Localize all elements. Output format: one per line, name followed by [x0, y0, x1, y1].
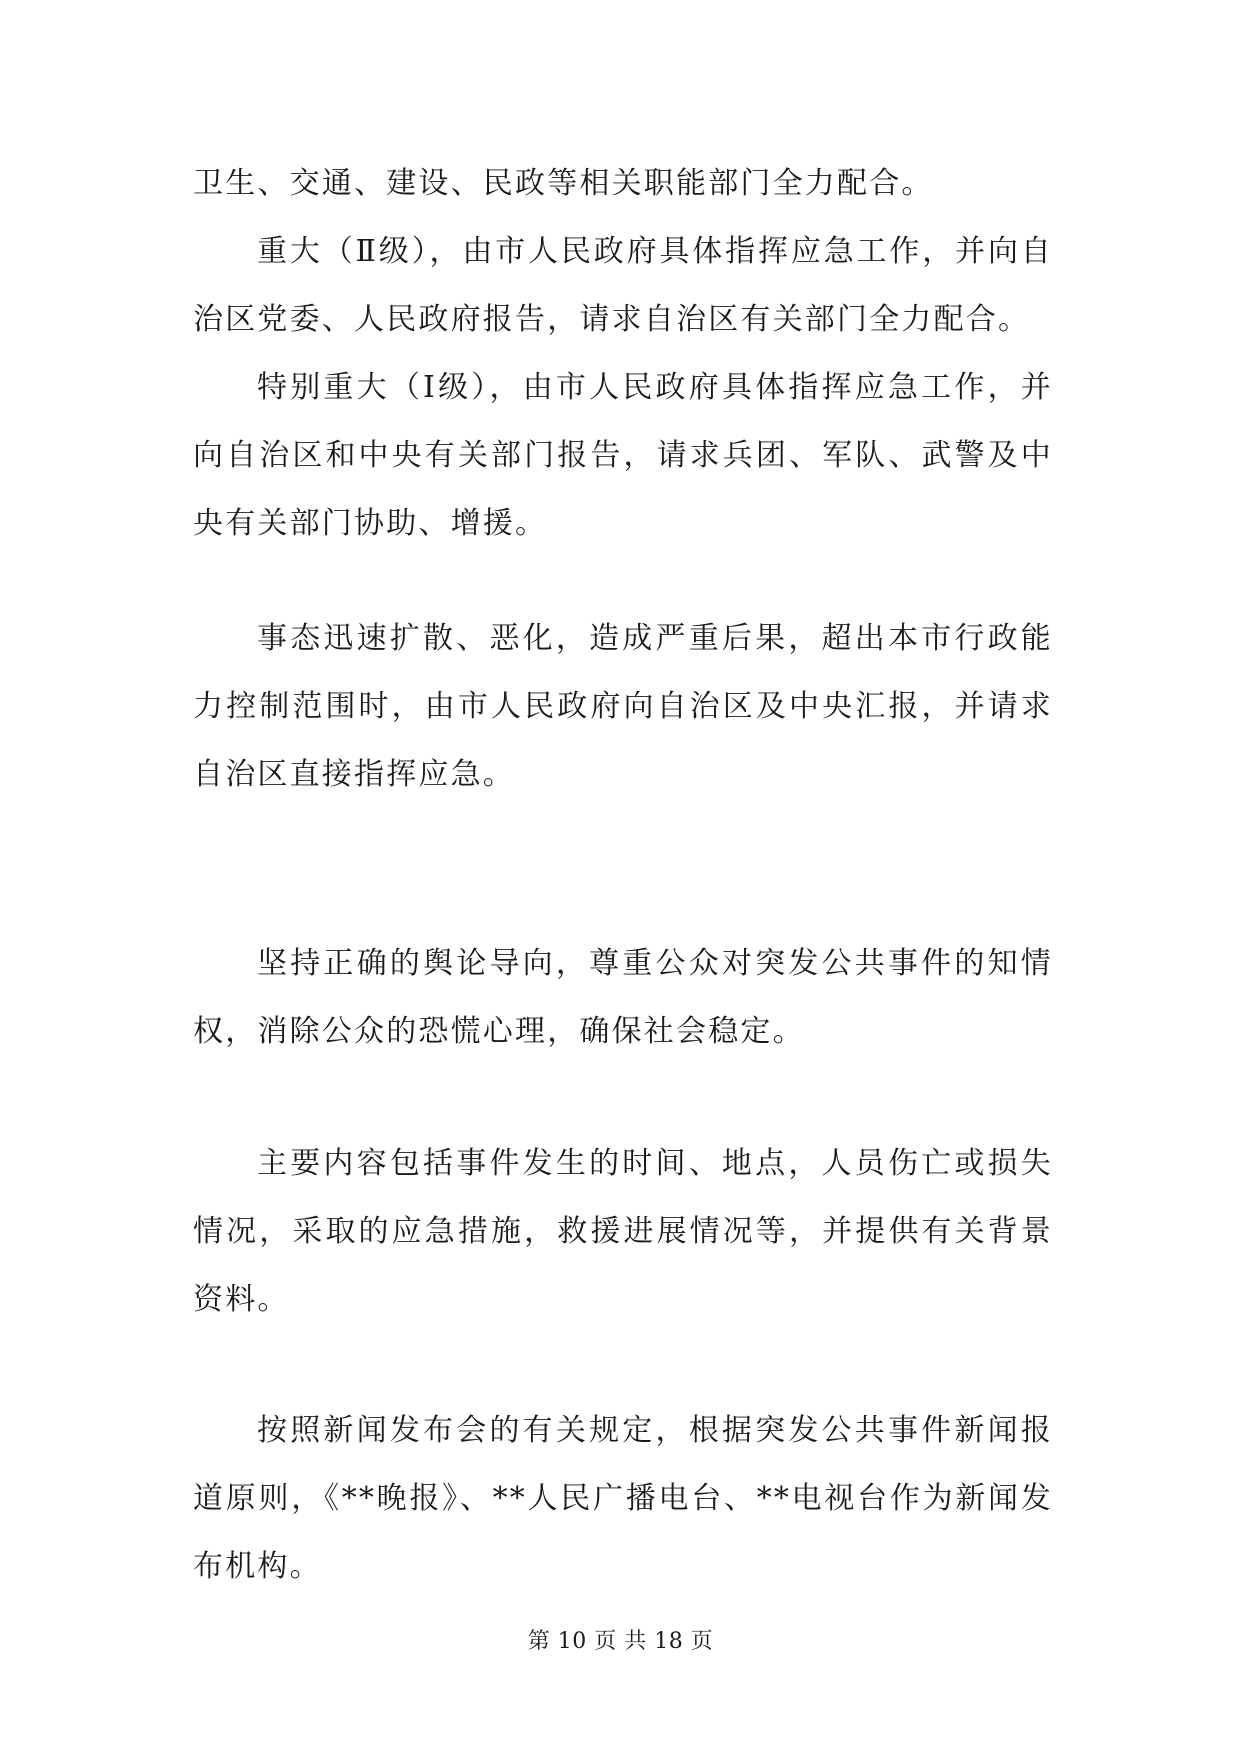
- paragraph-especially-major-level: 特别重大（Ⅰ级），由市人民政府具体指挥应急工作，并向自治区和中央有关部门报告，请求兵团、军队、武警及中央有关部门协助、增援。: [193, 370, 1053, 541]
- paragraph-main-content: 主要内容包括事件发生的时间、地点，人员伤亡或损失情况，采取的应急措施，救援进展情况等，并提供有关背景资料。: [193, 1146, 1053, 1317]
- paragraph-escalation: 事态迅速扩散、恶化，造成严重后果，超出本市行政能力控制范围时，由市人民政府向自治区及中央汇报，并请求自治区直接指挥应急。: [193, 621, 1053, 792]
- page-number-footer: 第 10 页 共 18 页: [527, 1629, 714, 1654]
- paragraph-major-level: 重大（Ⅱ级），由市人民政府具体指挥应急工作，并向自治区党委、人民政府报告，请求自治区有关部门全力配合。: [193, 234, 1053, 337]
- paragraph-news-release: 按照新闻发布会的有关规定，根据突发公共事件新闻报道原则，《**晚报》、**人民广播电台、**电视台作为新闻发布机构。: [193, 1413, 1053, 1584]
- paragraph-public-opinion: 坚持正确的舆论导向，尊重公众对突发公共事件的知情权，消除公众的恐慌心理，确保社会稳定。: [193, 946, 1053, 1049]
- paragraph-continuation: 卫生、交通、建设、民政等相关职能部门全力配合。: [193, 166, 934, 201]
